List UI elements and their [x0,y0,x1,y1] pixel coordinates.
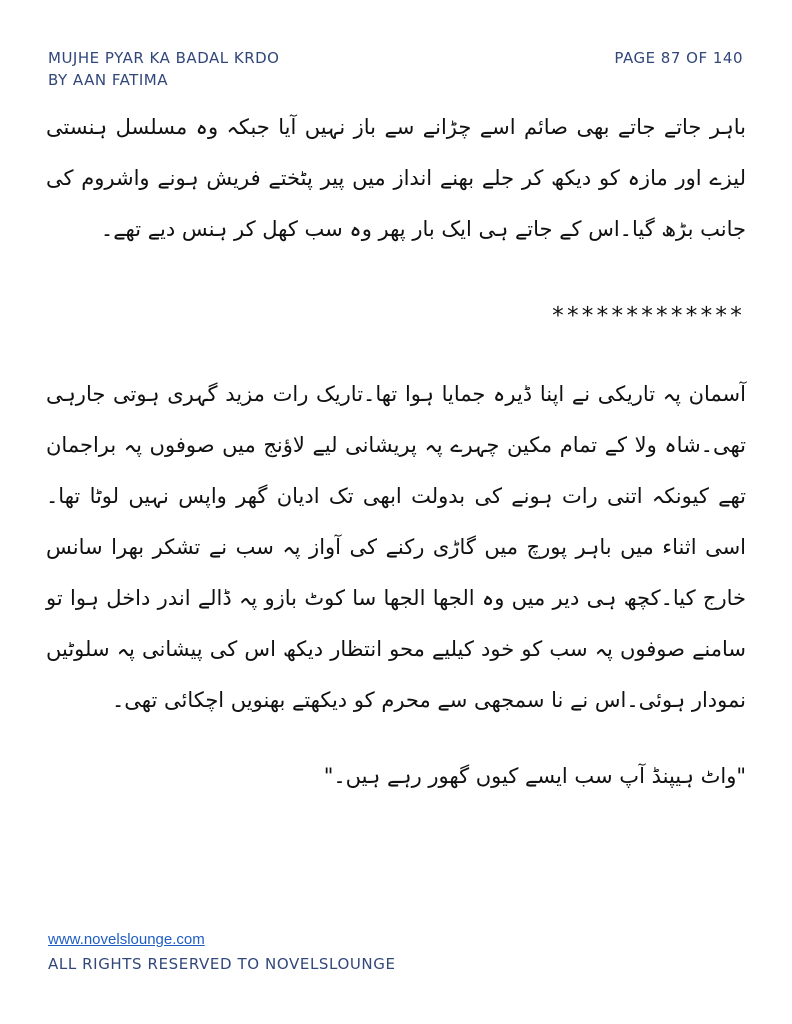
header-novel-title: MUJHE PYAR KA BADAL KRDO [48,49,280,67]
story-paragraph-1: باہر جاتے جاتے بھی صائم اسے چڑانے سے باز نہیں آیا جبکہ وہ مسلسل ہنستی لیزے اور مازہ کو دیکھ کر جلے بھنے انداز میں پیر پٹختے فریش ہونے واشروم کی جانب بڑھ گیا۔اس کے جاتے ہی ایک بار پھر وہ سب کھل کر ہنس دیے تھے۔ [46,115,746,241]
header-author: BY AAN FATIMA [48,71,168,89]
story-paragraph-2: آسمان پہ تاریکی نے اپنا ڈیرہ جمایا ہوا تھا۔تاریک رات مزید گہری ہوتی جارہی تھی۔شاہ ولا کے تمام مکین چہرے پہ پریشانی لیے لاؤنج میں صوفوں پہ براجمان تھے کیونکہ اتنی رات ہونے کی بدولت ابھی تک ادیان گھر واپس نہیں لوٹا تھا۔اسی اثناء میں باہر پورچ میں گاڑی رکنے کی آواز پہ سب نے تشکر بھرا سانس خارج کیا۔کچھ ہی دیر میں وہ الجھا الجھا سا کوٹ بازو پہ ڈالے اندر داخل ہوا تو سامنے صوفوں پہ سب کو خود کیلیے محو انتظار دیکھ اس کی پیشانی پہ سلوٹیں نمودار ہوئی۔اس نے نا سمجھی سے محرم کو دیکھتے بھنویں اچکائی تھی۔ [46,382,746,712]
website-link[interactable]: www.novelslounge.com [48,931,205,948]
story-paragraph-3: "واٹ ہیپنڈ آپ سب ایسے کیوں گھور رہے ہیں۔" [323,764,746,788]
header-page-number: PAGE 87 OF 140 [614,49,743,67]
copyright-notice: ALL RIGHTS RESERVED TO NOVELSLOUNGE [48,955,396,973]
scene-separator: ************* [550,303,744,329]
